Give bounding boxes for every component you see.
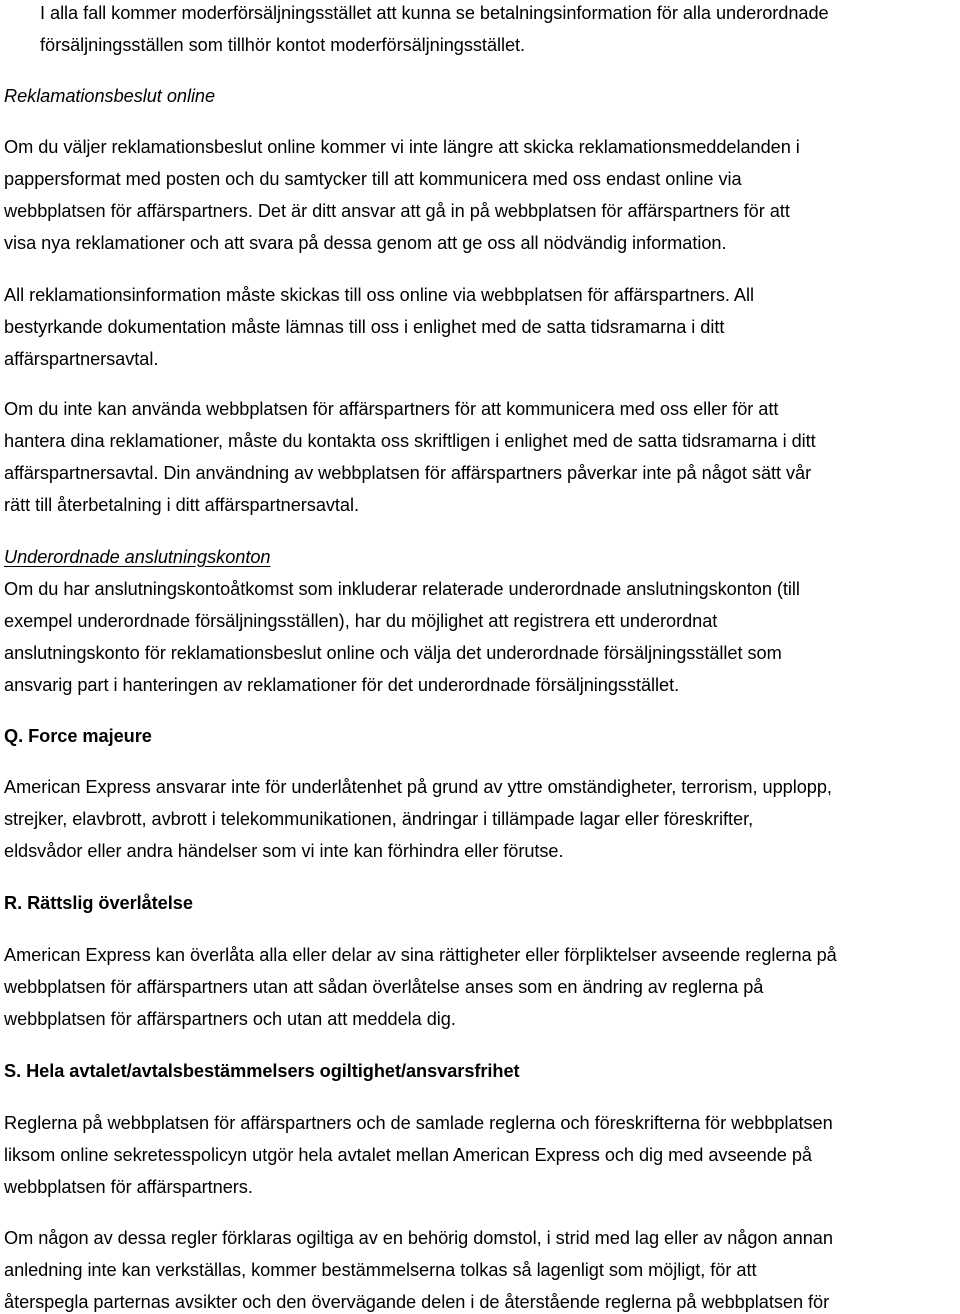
text-line: försäljningsställen som tillhör kontot moderförsäljningsstället. <box>40 35 526 55</box>
text-line: återspegla parternas avsikter och den övervägande delen i de återstående reglerna på webbplatsen för <box>4 1292 830 1312</box>
heading-hela-avtalet: S. Hela avtalet/avtalsbestämmelsers ogiltighet/ansvarsfrihet <box>4 1061 520 1081</box>
intro-paragraph <box>40 0 960 61</box>
text-line: visa nya reklamationer och att svara på dessa genom att ge oss all nödvändig information. <box>4 233 727 253</box>
heading-reklamationsbeslut: Reklamationsbeslut online <box>4 86 216 106</box>
heading-force-majeure: Q. Force majeure <box>4 726 152 746</box>
text-line: affärspartnersavtal. <box>4 349 159 369</box>
text-line: ansvarig part i hanteringen av reklamationer för det underordnade försäljningsstället. <box>4 675 680 695</box>
text-line: webbplatsen för affärspartners utan att sådan överlåtelse anses som en ändring av reglerna på <box>4 977 764 997</box>
text-line: hantera dina reklamationer, måste du kontakta oss skriftligen i enlighet med de satta tidsramarna i ditt <box>4 431 816 451</box>
text-line: All reklamationsinformation måste skickas till oss online via webbplatsen för affärspartners. All <box>4 285 754 305</box>
text-line: exempel underordnade försäljningsställen), har du möjlighet att registrera ett underordnat <box>4 611 718 631</box>
paragraph-reklamation-2 <box>4 279 958 375</box>
text-line: Om någon av dessa regler förklaras ogiltiga av en behörig domstol, i strid med lag eller av någon annan <box>4 1228 833 1248</box>
text-line: anslutningskonto för reklamationsbeslut online och välja det underordnade försäljningsstället som <box>4 643 782 663</box>
text-line: bestyrkande dokumentation måste lämnas till oss i enlighet med de satta tidsramarna i ditt <box>4 317 725 337</box>
text-line: liksom online sekretesspolicyn utgör hela avtalet mellan American Express och dig med avseende på <box>4 1145 812 1165</box>
heading-rattslig-overlatelse: R. Rättslig överlåtelse <box>4 893 193 913</box>
paragraph-hela-avtalet-2 <box>4 1222 958 1314</box>
text-line: American Express kan överlåta alla eller delar av sina rättigheter eller förpliktelser avseende reglerna på <box>4 945 837 965</box>
text-line: Om du har anslutningskontoåtkomst som inkluderar relaterade underordnade anslutningskonton (till <box>4 579 800 599</box>
heading-underordnade: Underordnade anslutningskonton <box>4 547 271 567</box>
paragraph-hela-avtalet-1 <box>4 1107 958 1203</box>
text-line: I alla fall kommer moderförsäljningsstället att kunna se betalningsinformation för alla underordnade <box>40 3 829 23</box>
paragraph-underordnade <box>4 573 958 701</box>
text-line: affärspartnersavtal. Din användning av webbplatsen för affärspartners påverkar inte på något sätt vår <box>4 463 812 483</box>
text-line: anledning inte kan verkställas, kommer bestämmelserna tolkas så lagenligt som möjligt, för att <box>4 1260 757 1280</box>
text-line: webbplatsen för affärspartners och utan att meddela dig. <box>4 1009 456 1029</box>
text-line: eldsvådor eller andra händelser som vi inte kan förhindra eller förutse. <box>4 841 564 861</box>
text-line: strejker, elavbrott, avbrott i telekommunikationen, ändringar i tillämpade lagar eller föreskrifter, <box>4 809 754 829</box>
text-line: webbplatsen för affärspartners. <box>4 1177 253 1197</box>
text-line: Reglerna på webbplatsen för affärspartners och de samlade reglerna och föreskrifterna för webbplatsen <box>4 1113 833 1133</box>
text-line: pappersformat med posten och du samtycker till att kommunicera med oss endast online via <box>4 169 742 189</box>
text-line: American Express ansvarar inte för underlåtenhet på grund av yttre omständigheter, terrorism, upplopp, <box>4 777 832 797</box>
paragraph-reklamation-3 <box>4 393 958 521</box>
paragraph-reklamation-1 <box>4 131 958 259</box>
paragraph-rattslig-overlatelse <box>4 939 958 1035</box>
text-line: rätt till återbetalning i ditt affärspartnersavtal. <box>4 495 359 515</box>
text-line: webbplatsen för affärspartners. Det är ditt ansvar att gå in på webbplatsen för affärspartners för att <box>4 201 790 221</box>
text-line: Om du inte kan använda webbplatsen för affärspartners för att kommunicera med oss eller för att <box>4 399 779 419</box>
paragraph-force-majeure <box>4 771 958 867</box>
text-line: Om du väljer reklamationsbeslut online kommer vi inte längre att skicka reklamationsmeddelanden i <box>4 137 800 157</box>
